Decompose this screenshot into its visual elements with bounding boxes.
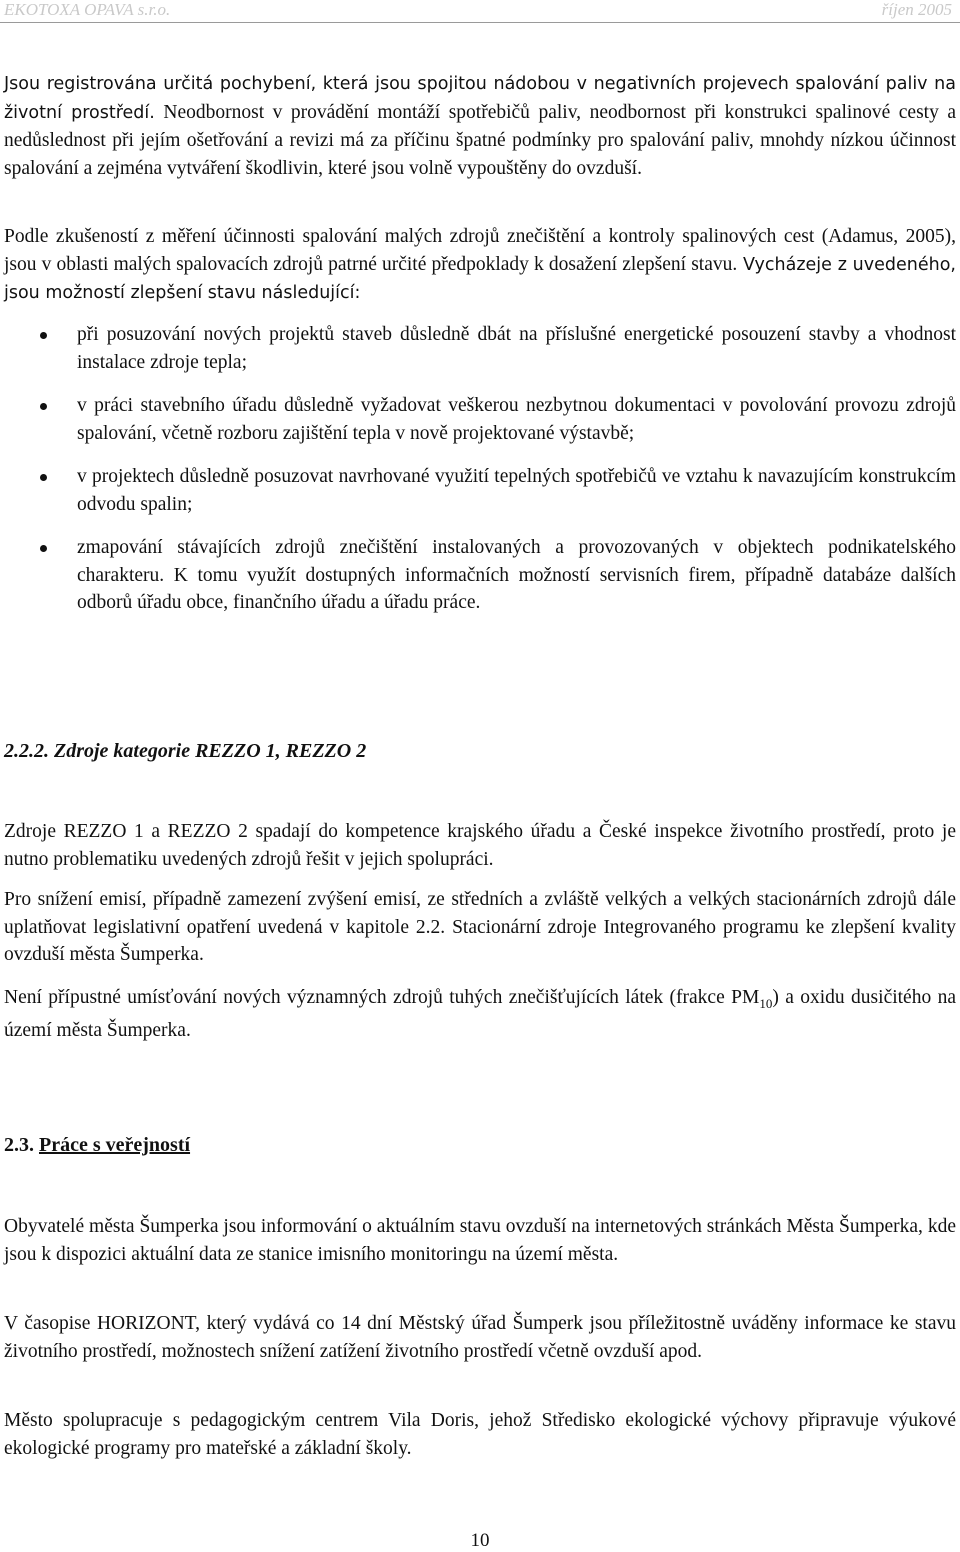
intro-text-2: Neodbornost v provádění montáží spotřebičů paliv, neodbornost při konstrukci spalinové cesty a nedůslednost při jejím ošetřování a revizi má za příčinu špatné podmínky pro spalování paliv, mnohdy nízkou účinnost spalování a zejména vytváření škodlivin, které jsou volně vypouštěny do ovzduší. [4,101,956,179]
improvement-list [4,321,956,633]
measurement-text-2: Vycházeje z uvedeného, jsou možností zlepšení stavu následující: [4,254,956,303]
list-item [4,392,956,447]
bullet-icon [40,474,47,481]
rezzo-paragraph-2: Pro snížení emisí, případně zamezení zvýšení emisí, ze středních a zvláště velkých a velkých stacionárních zdrojů dále uplatňovat legislativní opatření uvedená v kapitole 2.2. Stacionární zdroje Integrovaného programu ke zlepšení kvality ovzduší města Šumperka. [4,889,956,965]
list-item-text: v projektech důsledně posuzovat navrhované využití tepelných spotřebičů ve vztahu k navazujícím konstrukcím odvodu spalin; [77,466,956,515]
intro-text-1: Jsou registrována určitá pochybení, která jsou spojitou nádobou v negativních projevech spalování paliv na životní prostředí. [4,74,956,123]
section-heading-2-3 [4,1134,190,1157]
page-number: 10 [470,1530,490,1551]
page-header [0,0,960,23]
list-item [4,534,956,617]
list-item [4,321,956,376]
measurement-text-1: Podle zkušeností z měření účinnosti spalování malých zdrojů znečištění a kontroly spalinových cest (Adamus, 2005), jsou v oblasti malých spalovacích zdrojů patrné určité předpoklady k dosažení zlepšení stavu. [4,226,956,275]
public-paragraph-2: V časopise HORIZONT, který vydává co 14 dní Městský úřad Šumperk jsou příležitostně uváděny informace ke stavu životního prostředí, možnostech snížení zatížení životního prostředí včetně ovzduší apod. [4,1313,956,1362]
header-company: EKOTOXA OPAVA s.r.o. [4,0,171,19]
section-number: 2.3. [4,1134,34,1156]
bullet-icon [40,403,47,410]
list-item-text: v práci stavebního úřadu důsledně vyžadovat veškerou nezbytnou dokumentaci v povolování provozu zdrojů spalování, včetně rozboru zajištění tepla v nově projektované výstavbě; [77,395,956,444]
section-title: Zdroje kategorie REZZO 1, REZZO 2 [54,740,367,762]
public-paragraph-1: Obyvatelé města Šumperka jsou informování o aktuálním stavu ovzduší na internetových stránkách Města Šumperka, kde jsou k dispozici aktuální data ze stanice imisního monitoringu na území města. [4,1216,956,1265]
header-date: říjen 2005 [881,0,952,19]
section-number: 2.2.2. [4,740,49,762]
bullet-icon [40,545,47,552]
rezzo-paragraph-3: Není přípustné umísťování nových významných zdrojů tuhých znečišťujících látek (frakce $PM_{10}$) a oxidu dusičitého na území města Šumperka. [4,987,957,1042]
intro-paragraph [4,70,956,182]
list-item [4,463,956,518]
rezzo-paragraph-1: Zdroje REZZO 1 a REZZO 2 spadají do kompetence krajského úřadu a České inspekce životního prostředí, proto je nutno problematiku uvedených zdrojů řešit v jejich spolupráci. [4,821,956,870]
list-item-text: zmapování stávajících zdrojů znečištění instalovaných a provozovaných v objektech podnikatelského charakteru. K tomu využít dostupných informačních možností servisních firem, případně databáze dalších odborů úřadu obce, finančního úřadu a úřadu práce. [77,537,956,613]
section-heading-2-2-2 [4,740,366,763]
pm-subscript: 10 [759,995,773,1011]
section-title: Práce s veřejností [39,1134,191,1156]
public-paragraph-3: Město spolupracuje s pedagogickým centrem Vila Doris, jehož Středisko ekologické výchovy připravuje výukové ekologické programy pro mateřské a základní školy. [4,1410,956,1459]
bullet-icon [40,332,47,339]
list-item-text: při posuzování nových projektů staveb důsledně dbát na příslušné energetické posouzení stavby a vhodnost instalace zdroje tepla; [77,324,956,373]
measurement-paragraph [4,223,956,308]
